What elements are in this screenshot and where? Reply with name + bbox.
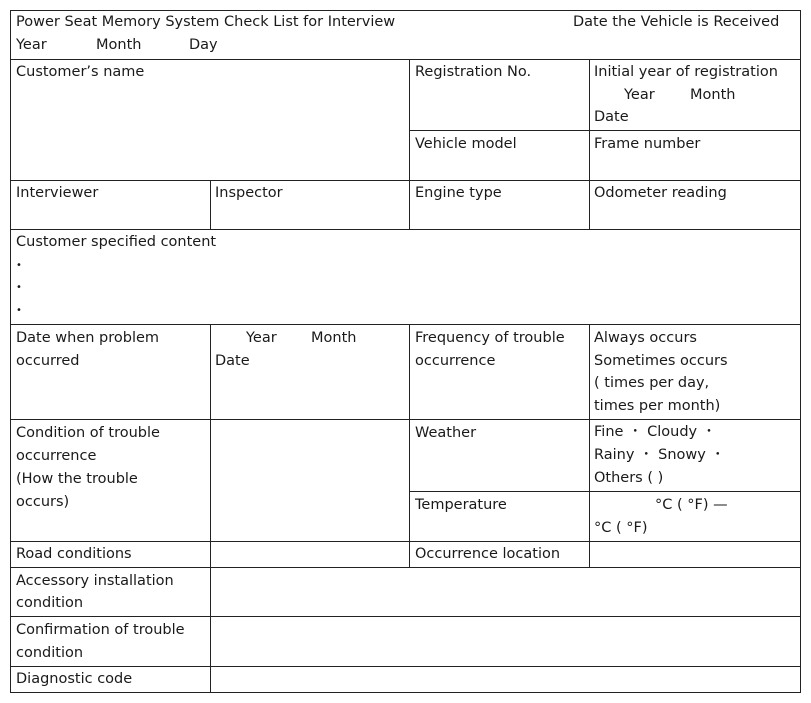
date-problem-label-2: occurred <box>16 353 80 369</box>
condition-label-4: occurs) <box>16 494 70 510</box>
registration-no-label: Registration No. <box>415 64 532 80</box>
divider <box>10 59 801 60</box>
weather-options-line-3: Others ( ) <box>594 470 664 486</box>
divider <box>10 616 801 617</box>
frequency-label-2: occurrence <box>415 353 496 369</box>
divider <box>589 324 590 567</box>
header-year-label: Year <box>16 37 47 53</box>
customer-specified-content-label: Customer specified content <box>16 234 217 250</box>
registration-date-label: Date <box>594 109 629 125</box>
registration-month-label: Month <box>690 87 736 103</box>
engine-type-label: Engine type <box>415 185 502 201</box>
weather-options-line-1: Fine ・ Cloudy ・ <box>594 424 717 440</box>
temperature-range-line-1: °C ( °F) — <box>655 497 728 513</box>
problem-month-label: Month <box>311 330 357 346</box>
inspector-label: Inspector <box>215 185 283 201</box>
accessory-label-2: condition <box>16 595 84 611</box>
divider <box>10 567 801 568</box>
form-title: Power Seat Memory System Check List for Interview <box>16 14 396 30</box>
confirmation-label-1: Confirmation of trouble <box>16 622 185 638</box>
road-conditions-label: Road conditions <box>16 546 132 562</box>
divider <box>589 59 590 229</box>
diagnostic-code-label: Diagnostic code <box>16 671 133 687</box>
interviewer-label: Interviewer <box>16 185 99 201</box>
divider <box>409 491 801 492</box>
times-per-month-text: times per month) <box>594 398 721 414</box>
date-problem-label-1: Date when problem <box>16 330 160 346</box>
occurrence-location-label: Occurrence location <box>415 546 561 562</box>
confirmation-label-2: condition <box>16 645 84 661</box>
problem-date-label: Date <box>215 353 250 369</box>
accessory-label-1: Accessory installation <box>16 573 174 589</box>
divider <box>210 180 211 229</box>
divider <box>10 180 801 181</box>
times-per-day-text: ( times per day, <box>594 375 710 391</box>
divider <box>10 666 801 667</box>
temperature-range-line-2: °C ( °F) <box>594 520 648 536</box>
temperature-label: Temperature <box>415 497 507 513</box>
problem-year-label: Year <box>246 330 277 346</box>
condition-label-1: Condition of trouble <box>16 425 160 441</box>
condition-label-3: (How the trouble <box>16 471 138 487</box>
vehicle-model-label: Vehicle model <box>415 136 517 152</box>
divider <box>10 229 801 230</box>
customer-name-label: Customer’s name <box>16 64 145 80</box>
weather-options-line-2: Rainy ・ Snowy ・ <box>594 447 725 463</box>
header-day-label: Day <box>189 37 218 53</box>
bullet-point: • <box>16 260 22 271</box>
registration-year-label: Year <box>624 87 655 103</box>
divider <box>10 541 801 542</box>
date-received-label: Date the Vehicle is Received <box>573 14 780 30</box>
divider <box>10 324 801 325</box>
bullet-point: • <box>16 282 22 293</box>
initial-year-registration-label: Initial year of registration <box>594 64 778 80</box>
frame-number-label: Frame number <box>594 136 701 152</box>
bullet-point: • <box>16 305 22 316</box>
frequency-label-1: Frequency of trouble <box>415 330 565 346</box>
divider <box>210 324 211 693</box>
header-month-label: Month <box>96 37 142 53</box>
weather-label: Weather <box>415 425 477 441</box>
divider <box>409 130 801 131</box>
odometer-reading-label: Odometer reading <box>594 185 727 201</box>
divider <box>10 419 801 420</box>
sometimes-occurs-option: Sometimes occurs <box>594 353 728 369</box>
divider <box>409 59 410 229</box>
divider <box>409 324 410 567</box>
always-occurs-option: Always occurs <box>594 330 697 346</box>
condition-label-2: occurrence <box>16 448 97 464</box>
